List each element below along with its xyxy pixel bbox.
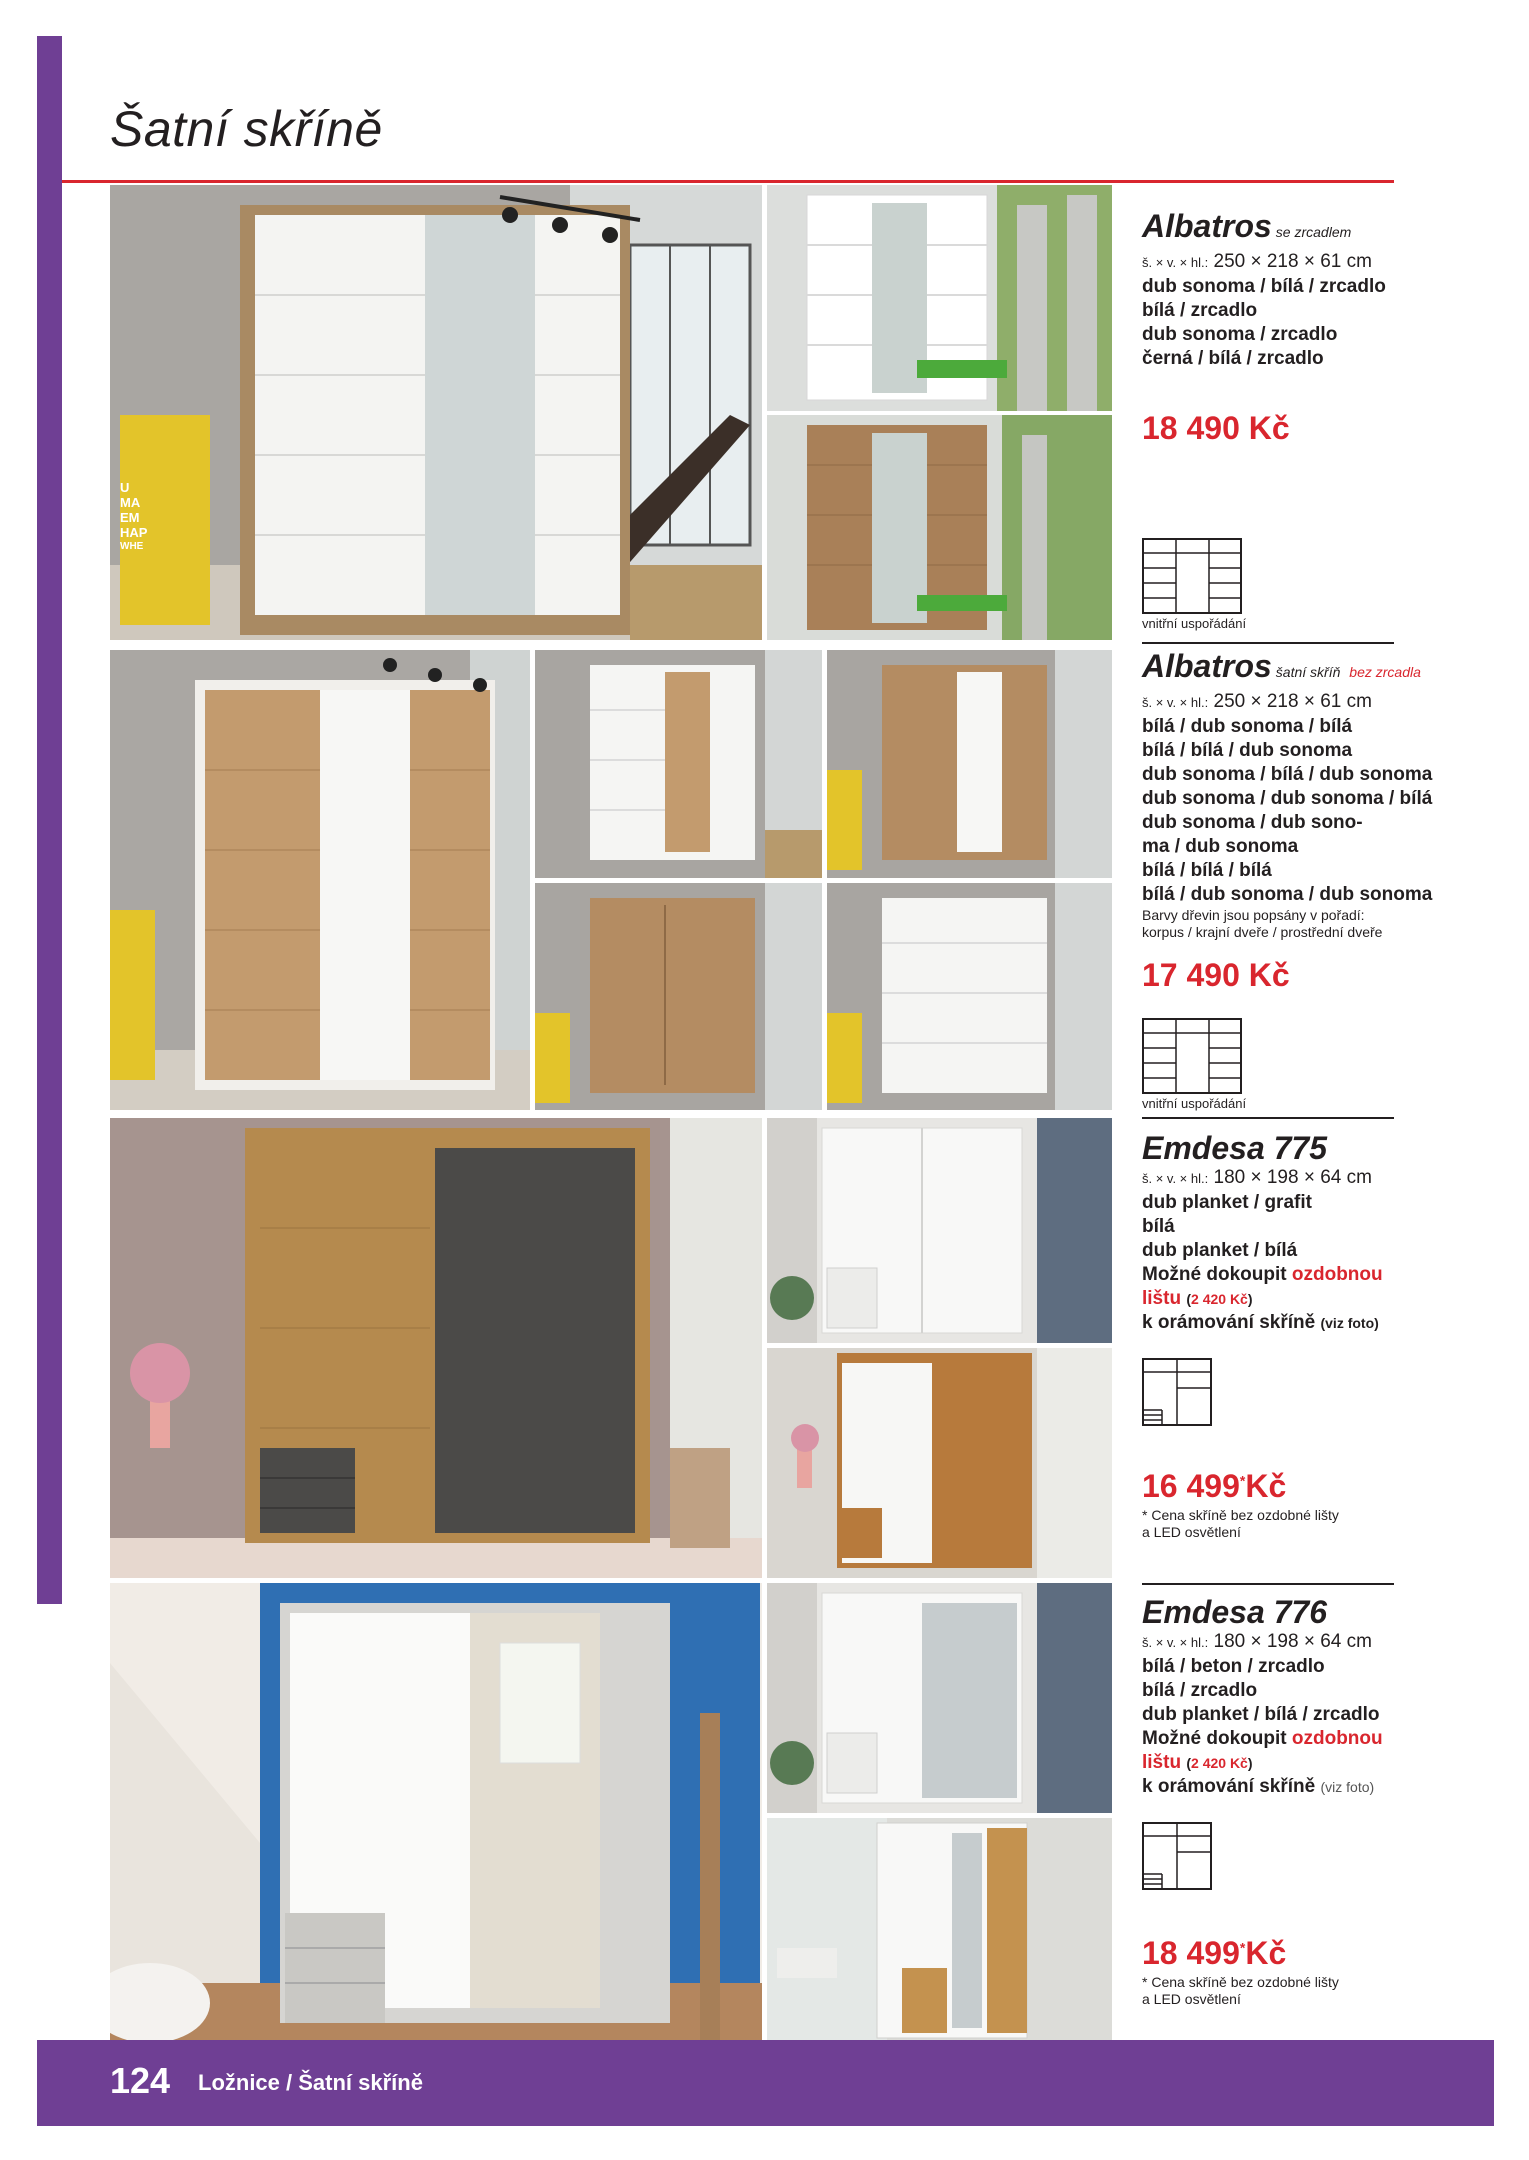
extra-highlight: ozdobnou (1291, 1728, 1383, 1749)
title-underline (62, 180, 1394, 183)
dims-value: 180 × 198 × 64 cm (1213, 1167, 1372, 1188)
variant: bílá / zrcadlo (1142, 1680, 1258, 1701)
photo-albatros-nomirror-sonoma (827, 650, 1112, 878)
price-note: a LED osvětlení (1142, 1524, 1241, 1540)
left-accent-bar (37, 36, 62, 1604)
price-asterisk: * (1239, 1939, 1246, 1956)
page-title: Šatní skříně (110, 101, 383, 157)
price-note: * Cena skříně bez ozdobné lišty (1142, 1507, 1339, 1523)
price-value: 16 499 (1142, 1468, 1240, 1504)
product-name: Emdesa 775 (1142, 1130, 1328, 1166)
product-subtitle: se zrcadlem (1275, 224, 1352, 240)
variant: dub sonoma / zrcadlo (1142, 324, 1338, 345)
photo-emdesa-776-main (110, 1583, 762, 2043)
extra-text: k orámování skříně (1142, 1312, 1316, 1333)
variant: ma / dub sonoma (1142, 836, 1299, 857)
variant: dub planket / bílá / zrcadlo (1142, 1704, 1380, 1725)
photo-albatros-nomirror-allwhite (827, 883, 1112, 1110)
variant: bílá / bílá / dub sonoma (1142, 740, 1353, 761)
dims-label: š. × v. × hl.: (1142, 1171, 1209, 1186)
extra-paren: ) (1247, 1291, 1253, 1307)
photo-albatros-nomirror-main (110, 650, 530, 1110)
dims-label: š. × v. × hl.: (1142, 255, 1209, 270)
photo-emdesa-776-white-mirror (767, 1583, 1112, 1813)
extra-highlight: lištu (1142, 1752, 1182, 1773)
product-subtitle: šatní skříň (1275, 664, 1341, 680)
price-asterisk: * (1239, 1472, 1246, 1489)
interior-layout-icon (1142, 1018, 1242, 1094)
variant: bílá / beton / zrcadlo (1142, 1656, 1325, 1677)
product-name: Albatros (1142, 648, 1272, 684)
dims-label: š. × v. × hl.: (1142, 1635, 1209, 1650)
interior-layout-icon (1142, 538, 1242, 614)
extra-text: Možné dokoupit (1142, 1264, 1287, 1285)
price-note: a LED osvětlení (1142, 1991, 1241, 2007)
variant: bílá / bílá / bílá (1142, 860, 1272, 881)
price (1142, 1468, 1286, 1505)
section-label: Ložnice / Šatní skříně (198, 2070, 423, 2095)
extra-offer (1142, 1263, 1442, 1287)
section-divider (1142, 1583, 1394, 1585)
section-divider (1142, 642, 1394, 644)
extra-note: (viz foto) (1320, 1779, 1375, 1795)
photo-albatros-nomirror-allsonoma (535, 883, 822, 1110)
dims-value: 250 × 218 × 61 cm (1213, 691, 1372, 712)
photo-emdesa-775-white (767, 1118, 1112, 1343)
variant: dub planket / grafit (1142, 1192, 1312, 1213)
variant: dub sonoma / dub sono- (1142, 812, 1363, 833)
photo-albatros-mirror-main (110, 185, 762, 640)
photo-emdesa-776-planket (767, 1818, 1112, 2043)
color-order-note: Barvy dřevin jsou popsány v pořadí: (1142, 907, 1365, 923)
variant: dub sonoma / bílá / dub sonoma (1142, 764, 1433, 785)
extra-price: 2 420 Kč (1191, 1755, 1248, 1771)
interior-layout-icon (1142, 1822, 1212, 1890)
extra-text: k orámování skříně (1142, 1776, 1316, 1797)
extra-highlight: lištu (1142, 1288, 1182, 1309)
price-value: 18 499 (1142, 1935, 1240, 1971)
product-name: Albatros (1142, 208, 1272, 244)
extra-paren: ( (1186, 1291, 1192, 1307)
price-currency: Kč (1245, 1468, 1287, 1504)
extra-offer (1142, 1751, 1442, 1775)
product-info-emdesa-776 (1142, 1594, 1442, 1799)
extra-highlight: ozdobnou (1291, 1264, 1383, 1285)
section-divider (1142, 1117, 1394, 1119)
photo-emdesa-775-main (110, 1118, 762, 1578)
extra-text: Možné dokoupit (1142, 1728, 1287, 1749)
variant: dub sonoma / dub sonoma / bílá (1142, 788, 1433, 809)
interior-caption: vnitřní uspořádání (1142, 616, 1247, 631)
price-currency: Kč (1245, 1935, 1287, 1971)
photo-albatros-mirror-white (767, 185, 1112, 411)
product-info-emdesa-775 (1142, 1130, 1442, 1335)
price: 18 490 Kč (1142, 410, 1290, 446)
interior-layout-icon (1142, 1358, 1212, 1426)
variant: bílá / zrcadlo (1142, 300, 1258, 321)
product-subtitle-highlight: bez zrcadla (1349, 664, 1421, 680)
interior-caption: vnitřní uspořádání (1142, 1096, 1247, 1111)
extra-paren: ) (1247, 1755, 1253, 1771)
price-note: * Cena skříně bez ozdobné lišty (1142, 1974, 1339, 1990)
extra-offer (1142, 1727, 1442, 1751)
page-number: 124 (110, 2060, 171, 2101)
variant: bílá / dub sonoma / dub sonoma (1142, 884, 1433, 905)
photo-emdesa-775-planket (767, 1348, 1112, 1578)
poster-text: U MA EM HAP WHE (120, 480, 148, 552)
photo-albatros-nomirror-white (535, 650, 822, 878)
dims-value: 180 × 198 × 64 cm (1213, 1631, 1372, 1652)
extra-note: (viz foto) (1320, 1315, 1379, 1331)
variant: bílá / dub sonoma / bílá (1142, 716, 1353, 737)
dims-value: 250 × 218 × 61 cm (1213, 251, 1372, 272)
extra-offer (1142, 1775, 1442, 1799)
variant: černá / bílá / zrcadlo (1142, 348, 1324, 369)
extra-paren: ( (1186, 1755, 1192, 1771)
variant: dub planket / bílá (1142, 1240, 1298, 1261)
extra-price: 2 420 Kč (1191, 1291, 1248, 1307)
product-info-albatros-mirror (1142, 208, 1442, 371)
price: 17 490 Kč (1142, 957, 1290, 993)
variant: dub sonoma / bílá / zrcadlo (1142, 276, 1386, 297)
color-order-note: korpus / krajní dveře / prostřední dveře (1142, 924, 1383, 940)
variant: bílá (1142, 1216, 1175, 1237)
extra-offer (1142, 1311, 1442, 1335)
product-name: Emdesa 776 (1142, 1594, 1328, 1630)
price (1142, 1935, 1286, 1972)
dims-label: š. × v. × hl.: (1142, 695, 1209, 710)
extra-offer (1142, 1287, 1442, 1311)
photo-albatros-mirror-sonoma (767, 415, 1112, 640)
product-info-albatros-nomirror (1142, 648, 1442, 941)
